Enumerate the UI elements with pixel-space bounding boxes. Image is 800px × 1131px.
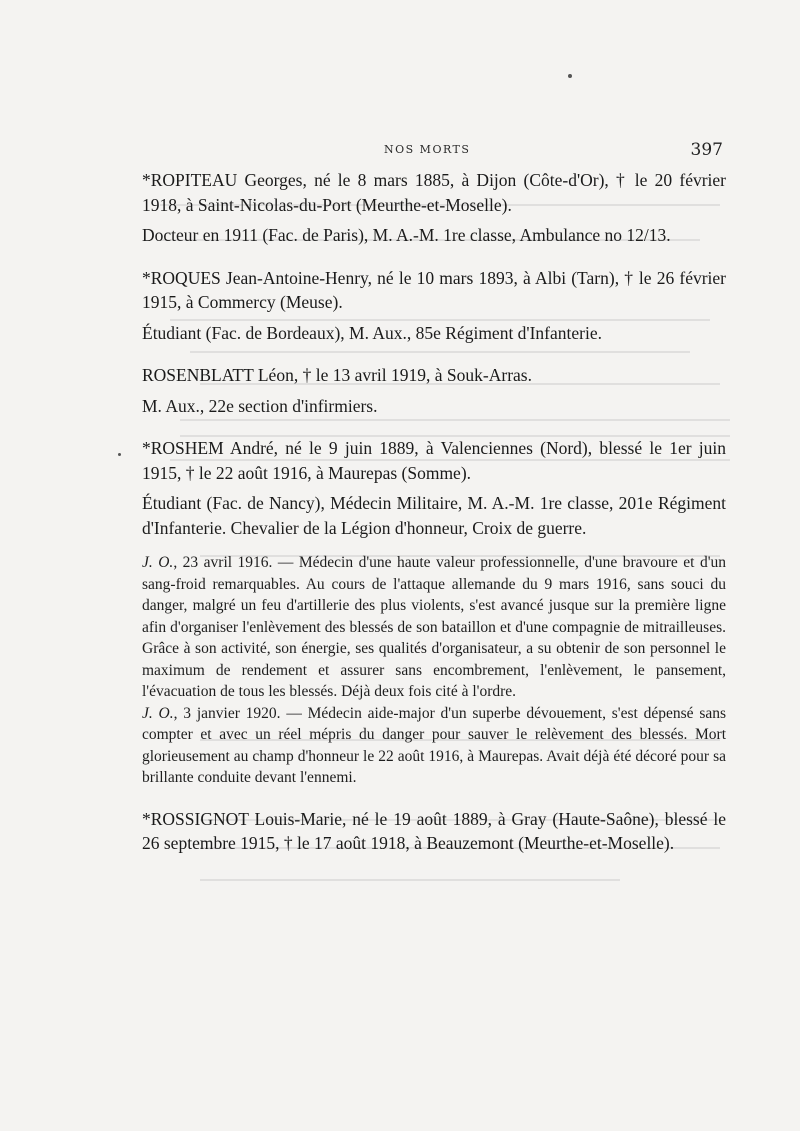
page-header [0, 140, 800, 164]
entry-heading: *ROPITEAU Georges, né le 8 mars 1885, à Dijon (Côte-d'Or), † le 20 février 1918, à Saint-Nicolas-du-Port (Meurthe-et-Moselle). [142, 170, 726, 215]
entry-heading: *ROSSIGNOT Louis-Marie, né le 19 août 1889, à Gray (Haute-Saône), blessé le 26 septembre 1915, † le 17 août 1918, à Beauzemont (Meurthe-et-Moselle). [142, 808, 726, 853]
citation [142, 552, 726, 703]
entry-detail: Étudiant (Fac. de Bordeaux), M. Aux., 85e Régiment d'Infanterie. [142, 322, 602, 343]
entry-roshem [142, 436, 726, 789]
entry-ropiteau [142, 168, 726, 248]
entry-rossignot [142, 807, 726, 856]
entry-heading: *ROSHEM André, né le 9 juin 1889, à Valenciennes (Nord), blessé le 1er juin 1915, † le 22 août 1916, à Maurepas (Somme). [142, 438, 726, 483]
citation-list [142, 552, 726, 789]
entry-roques [142, 266, 726, 346]
citation-source: J. O. [142, 554, 174, 571]
citation [142, 703, 726, 789]
entry-heading: ROSENBLATT Léon, † le 13 avril 1919, à Souk-Arras. [142, 365, 532, 385]
entry-detail: M. Aux., 22e section d'infirmiers. [142, 395, 378, 416]
ink-speck [118, 453, 121, 456]
citation-source: J. O. [142, 704, 174, 722]
running-head: NOS MORTS [384, 143, 471, 156]
citation-text: , 23 avril 1916. — Médecin d'une haute valeur professionnelle, d'une bravoure et d'un sang-froid remarquables. Au cours de l'attaque allemande du 9 mars 1916, sans souci du danger, malgré un feu d'artillerie des plus violents, s'est avancé jusque sur la première ligne afin d'organiser l'enlèvement des blessés de son bataillon et d'une compagnie de mitrailleuses. Grâce à son activité, son énergie, ses qualités d'organisateur, a su obtenir de son personnel le maximum de rendement et assurer sans encombrement, l'enlèvement, le pansement, l'évacuation de tous les blessés. Déjà deux fois cité à l'ordre. [142, 554, 726, 700]
citation-text: , 3 janvier 1920. — Médecin aide-major d'un superbe dévouement, s'est dépensé sans compter et avec un réel mépris du danger pour sauver le relèvement des blessés. Mort glorieusement au champ d'honneur le 22 août 1916, à Maurepas. Avait déjà été décoré pour sa brillante conduite devant l'ennemi. [142, 704, 727, 786]
obituary-list [142, 168, 726, 874]
entry-detail: Étudiant (Fac. de Nancy), Médecin Militaire, M. A.-M. 1re classe, 201e Régiment d'Infanterie. Chevalier de la Légion d'honneur, Croix de guerre. [142, 493, 726, 538]
ink-speck [568, 74, 572, 78]
entry-rosenblatt [142, 363, 726, 418]
entry-detail: Docteur en 1911 (Fac. de Paris), M. A.-M. 1re classe, Ambulance no 12/13. [142, 225, 671, 245]
entry-heading: *ROQUES Jean-Antoine-Henry, né le 10 mars 1893, à Albi (Tarn), † le 26 février 1915, à Commercy (Meuse). [142, 267, 726, 312]
page-number: 397 [690, 140, 723, 160]
